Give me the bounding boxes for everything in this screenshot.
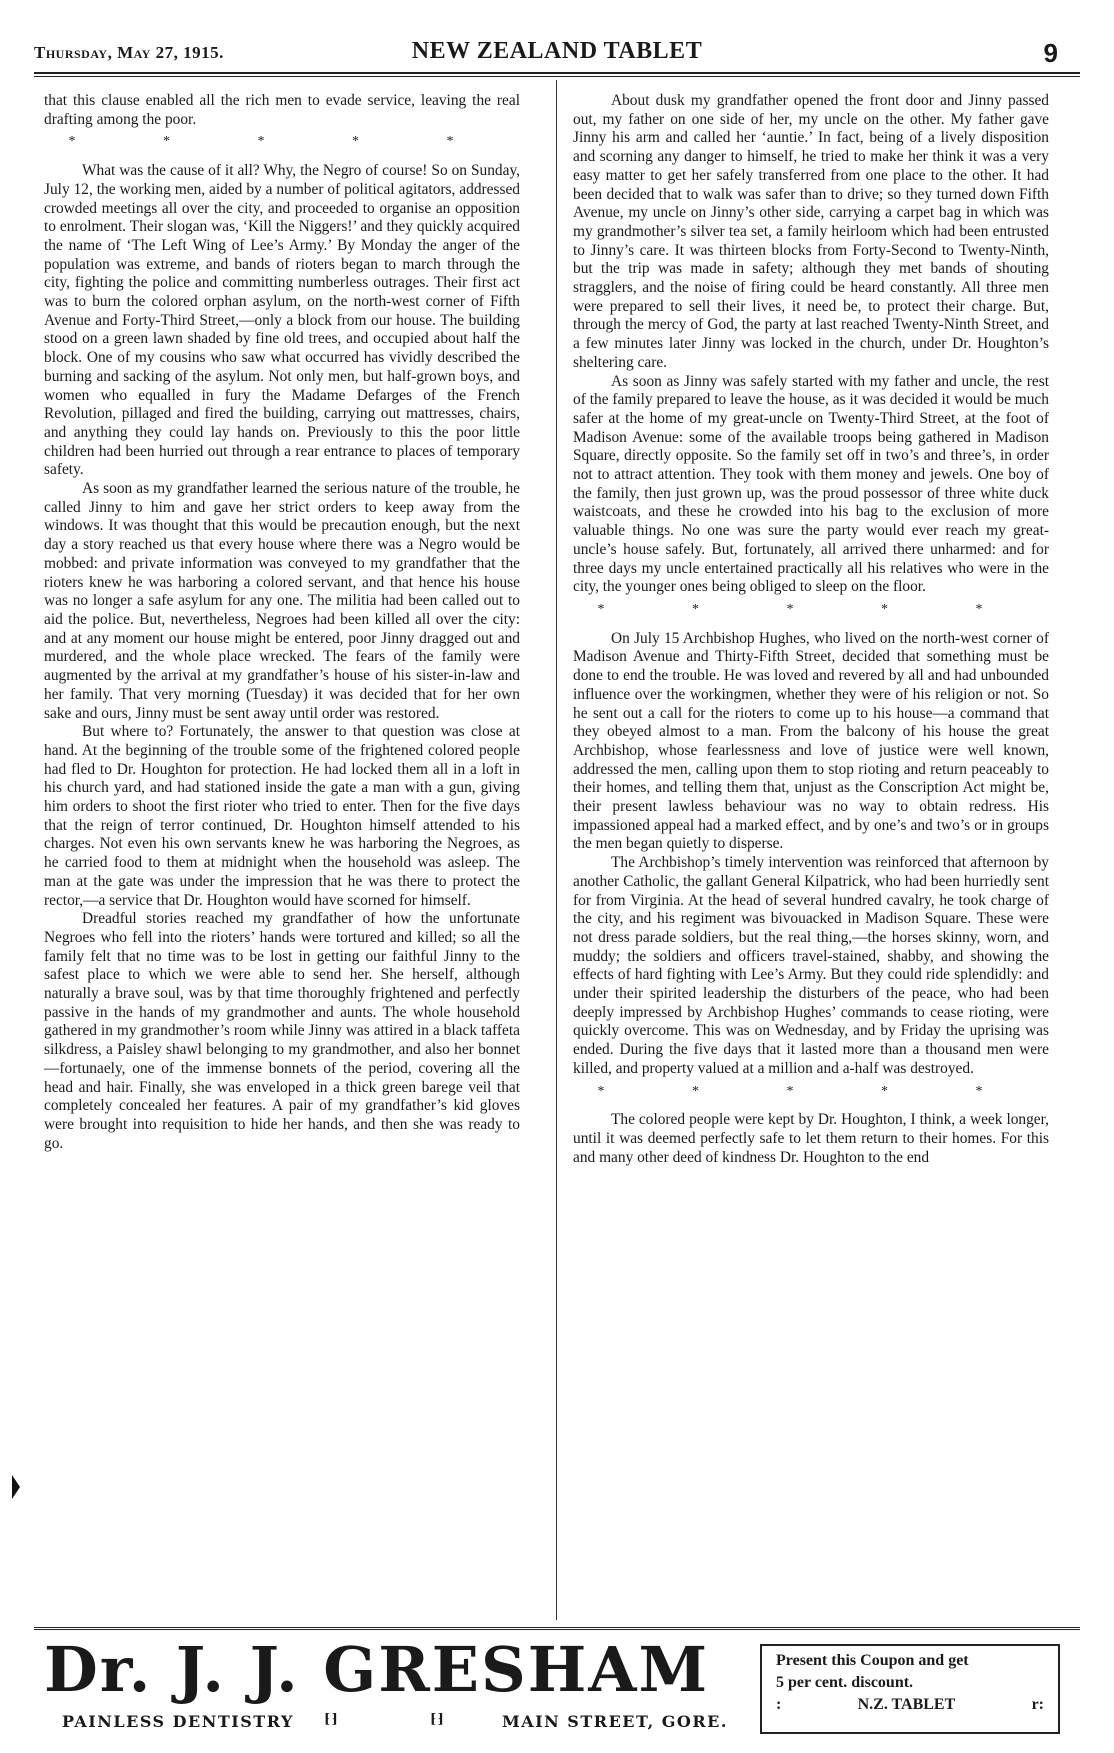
ornament-icon: ⁅⁆ — [430, 1712, 446, 1727]
advert-service: PAINLESS DENTISTRY — [62, 1712, 294, 1731]
paragraph: On July 15 Archbishop Hughes, who lived on the north-west corner of Madison Avenue and Thirty-Fifth Street, decided that something must be done to end the trouble. He was loved and revered by all and had unbounded influence over the workingmen, whether they were of his religion or not. So he sent out a call for the rioters to come up to his house—a command that they obeyed almost to a man. From the balcony of his house the great Archbishop, whose fearlessness and love of justice were well known, addressed the men, calling upon them to stop rioting and return peaceably to their homes, and telling them that, unjust as the Conscription Act might be, their present lawless behaviour was no way to obtain redress. His impassioned appeal had a marked effect, and by one’s and two’s or in groups the men began quietly to disperse. — [573, 629, 1049, 853]
right-column — [573, 92, 1049, 1167]
issue-date: Thursday, May 27, 1915. — [34, 43, 224, 62]
paragraph: The Archbishop’s timely intervention was reinforced that afternoon by another Catholic, the gallant General Kilpatrick, who had been hurriedly sent for from Virginia. At the head of several hundred cavalry, he took charge of the city, and his regiment was bivouacked in Madison Square. These were not dress parade soldiers, but the real thing,—the horses skinny, worn, and muddy; the soldiers and officers travel-stained, shabby, and showing the effects of hard fighting with Lee’s Army. But they could ride splendidly: and under their spirited leadership the disturbers of the peace, who had been deeply impressed by Archbishop Hughes’ commands to cease rioting, were quickly overcome. This was on Wednesday, and by Friday the uprising was ended. During the five days that it lasted more than a thousand men were killed, and property valued at a million and a-half was destroyed. — [573, 854, 1049, 1077]
coupon-line: Present this Coupon and get — [776, 1652, 969, 1669]
left-column — [44, 92, 520, 1153]
ornament-icon: ⁅⁆ — [324, 1712, 340, 1727]
paragraph: that this clause enabled all the rich men to evade service, leaving the real drafting among the poor. — [44, 92, 520, 128]
advert-address: MAIN STREET, GORE. — [502, 1712, 728, 1731]
newspaper-title: NEW ZEALAND TABLET — [411, 38, 703, 64]
paragraph: The colored people were kept by Dr. Houghton, I think, a week longer, until it was deemed perfectly safe to let them return to their homes. For this and many other deed of kindness Dr. Houghton to the end — [573, 1111, 1049, 1166]
coupon-footer — [776, 1694, 1044, 1716]
coupon-box — [760, 1644, 1060, 1734]
section-break: * * * * * — [597, 1083, 1025, 1099]
coupon-line: N.Z. TABLET — [857, 1696, 956, 1713]
paragraph: What was the cause of it all? Why, the Negro of course! So on Sunday, July 12, the working men, aided by a number of political agitators, addressed crowded meetings all over the city, and proceeded to organise an opposition to enrolment. Their slogan was, ‘Kill the Niggers!’ and they quickly acquired the name of ‘The Left Wing of Lee’s Army.’ By Monday the anger of the population was extreme, and bands of rioters began to march through the city, fighting the police and committing numberless outrages. Their first act was to burn the colored orphan asylum, on the north-west corner of Fifth Avenue and Forty-Third Street,—only a block from our house. The building stood on a green lawn shaded by fine old trees, and occupied about half the block. One of my cousins who saw what occurred has vividly described the burning and sacking of the asylum. Not only men, but half-grown boys, and women who equalled in fury the Madame Defarges of the French Revolution, pillaged and fired the building, carrying out mattresses, chairs, and anything they could lay hands on. Previously to this the poor little children had been hurried out through a rear entrance to places of temporary safety. — [44, 162, 520, 479]
advert-name: Dr. J. J. GRESHAM — [44, 1633, 710, 1706]
paragraph: As soon as Jinny was safely started with my father and uncle, the rest of the family prepared to leave the house, as it was decided it would be much safer at the home of my great-uncle on Twenty-Third Street, at the foot of Madison Avenue: some of the available troops being gathered in Madison Square, directly opposite. So the family set off in two’s and three’s, in order not to attract attention. They took with them money and jewels. One boy of the family, then just grown up, was the proud possessor of three white duck waistcoats, and these he crowded into his bag to the exclusion of more valuable things. No one was sure the party would ever reach my great-uncle’s house safely. But, fortunately, all arrived there unharmed: and for three days my uncle entertained practically all his relatives who were in the city, the younger ones being obliged to sleep on the floor. — [573, 372, 1049, 596]
section-break: * * * * * — [68, 134, 496, 150]
paragraph: As soon as my grandfather learned the serious nature of the trouble, he called Jinny to him and gave her strict orders to keep away from the windows. It was thought that this would be precaution enough, but the next day a story reached us that every house where there was a Negro would be mobbed: and private information was conveyed to my grandfather that the rioters knew he was harboring a colored servant, and that hence his house was no longer a safe asylum for any one. The militia had been called out to aid the police. But, nevertheless, Negroes had been killed all over the city: and at any moment our house might be entered, poor Jinny dragged out and murdered, and the whole place wrecked. The fears of the family were augmented by the arrival at my grandfather’s house of his sister-in-law and her family. That very morning (Tuesday) it was decided that for her own sake and ours, Jinny must be sent away until order was restored. — [44, 480, 520, 722]
advert-rule — [34, 1627, 1080, 1630]
header-rule — [34, 76, 1080, 77]
coupon-line: 5 per cent. discount. — [776, 1674, 914, 1691]
page-header — [34, 38, 1080, 74]
page-number: 9 — [1043, 38, 1058, 68]
paragraph: Dreadful stories reached my grandfather of how the unfortunate Negroes who fell into the rioters’ hands were tortured and killed; so all the family felt that no time was to be lost in getting our faithful Jinny to the safest place to which we were able to send her. She herself, although naturally a brave soul, was by that time thoroughly frightened and perfectly passive in the hands of my grandmother and aunts. The whole household gathered in my grandmother’s room while Jinny was attired in a black taffeta silkdress, a Paisley shawl belonging to my grandmother, and also her bonnet—fortunaely, one of the immense bonnets of the period, covering all the head and hair. Finally, she was enveloped in a thick green barege veil that completely concealed her features. A pair of my grandfather’s kid gloves were brought into requisition to hide her hands, and then she was ready to go. — [44, 910, 520, 1152]
paragraph: About dusk my grandfather opened the front door and Jinny passed out, my father on one side of her, my uncle on the other. My father gave Jinny his arm and called her ‘auntie.’ In fact, being of a lively disposition and scorning any danger to himself, he tried to make her think it was a very easy matter to get her safely transferred from one place to the other. It had been decided that to walk was safer than to drive; so they turned down Fifth Avenue, my uncle on Jinny’s other side, carrying a carpet bag in which was my grandmother’s silver tea set, a family heirloom which had been entrusted to Jinny’s care. It was thirteen blocks from Forty-Second to Twenty-Ninth, but the trip was made in safety; although they met bands of shouting stragglers, and the noise of firing could be heard constantly. All three men were prepared to sell their lives, it need be, to protect their charge. But, through the mercy of God, the party at last reached Twenty-Ninth Street, and a few minutes later Jinny was locked in the church, under Dr. Houghton’s sheltering care. — [573, 92, 1049, 371]
margin-arrow-icon — [12, 1475, 20, 1499]
coupon-mark: r: — [1031, 1696, 1044, 1713]
column-divider — [556, 80, 557, 1620]
section-break: * * * * * — [597, 601, 1025, 617]
coupon-mark: : — [776, 1696, 782, 1713]
paragraph: But where to? Fortunately, the answer to that question was close at hand. At the beginning of the trouble some of the frightened colored people had fled to Dr. Houghton for protection. He had locked them all in a loft in his church yard, and had stationed inside the gate a man with a gun, giving him orders to shoot the first rioter who tried to enter. Then for the five days that the reign of terror continued, Dr. Houghton himself attended to his charges. Not even his own servants knew he was harboring the Negroes, as he carried food to them at midnight when the household was asleep. The man at the gate was under the impression that he was there to protect the rector,—a service that Dr. Houghton would have scorned for himself. — [44, 723, 520, 909]
